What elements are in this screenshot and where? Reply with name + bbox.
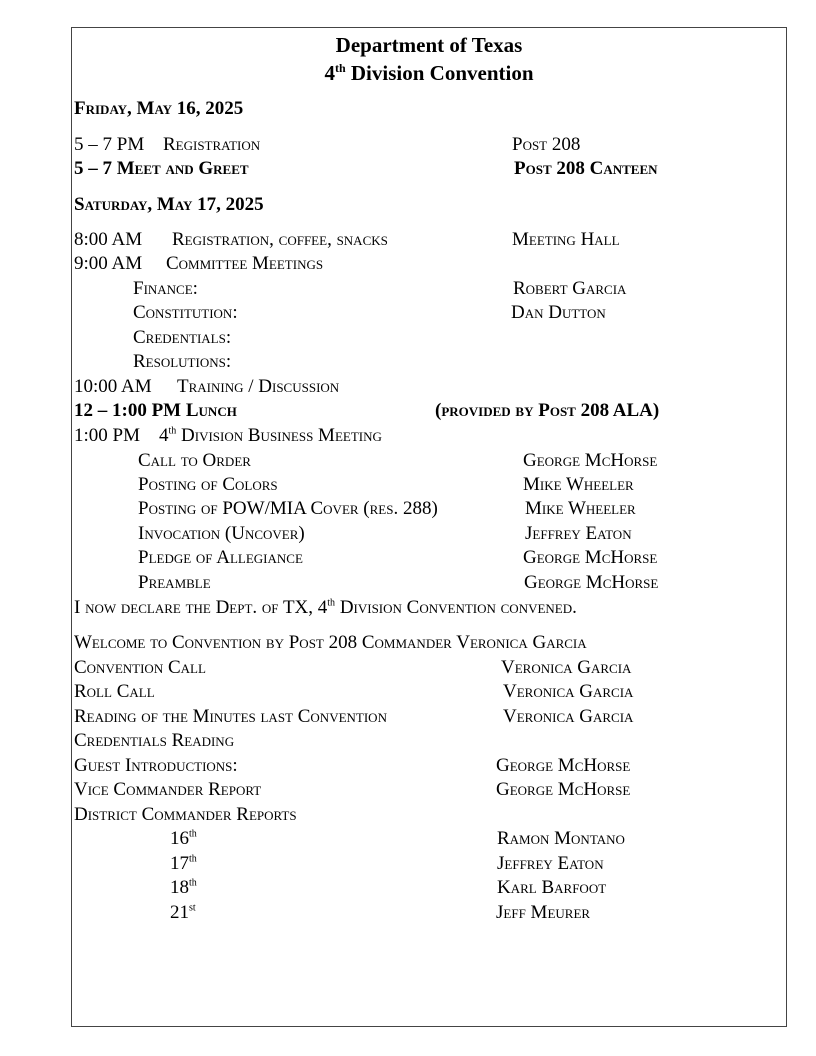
friday-registration-location: Post 208 [512, 134, 581, 155]
agenda-item-label: Posting of Colors [138, 474, 278, 495]
business-text: Division Business Meeting [176, 425, 382, 446]
resolutions-label: Resolutions: [133, 351, 232, 372]
business-number: 4 [159, 425, 169, 446]
committee-label: Committee Meetings [166, 253, 324, 274]
agenda-item-label: Preamble [138, 572, 211, 593]
convention-declaration [74, 597, 577, 619]
district-number: 21st [170, 902, 196, 923]
agenda-item-label: Invocation (Uncover) [138, 523, 305, 544]
saturday-registration-label: Registration, coffee, snacks [172, 229, 388, 250]
business-suffix: th [168, 425, 177, 437]
district-suffix: th [189, 853, 197, 865]
program-item-person: George McHorse [496, 779, 631, 800]
program-item-label: Guest Introductions: [74, 755, 238, 776]
friday-meet-greet: 5 – 7 Meet and Greet [74, 158, 249, 179]
training-label: Training / Discussion [177, 376, 340, 397]
agenda-item-label: Posting of POW/MIA Cover (res. 288) [138, 498, 438, 519]
saturday-registration-time: 8:00 AM [74, 229, 143, 250]
district-commander: Karl Barfoot [497, 877, 607, 898]
agenda-item-person: George McHorse [524, 572, 659, 593]
committee-time: 9:00 AM [74, 253, 143, 274]
agenda-item-person: Mike Wheeler [523, 474, 634, 495]
district-suffix: th [189, 877, 197, 889]
program-item-person: Veronica Garcia [503, 681, 634, 702]
business-meeting-label [159, 425, 382, 447]
friday-registration-label: Registration [163, 134, 261, 155]
program-item-label: Credentials Reading [74, 730, 235, 751]
agenda-item-person: Jeffrey Eaton [525, 523, 632, 544]
finance-label: Finance: [133, 278, 198, 299]
subtitle-number: 4 [324, 61, 335, 85]
agenda-item-label: Call to Order [138, 450, 251, 471]
district-commander: Jeff Meurer [496, 902, 591, 923]
agenda-item-person: George McHorse [523, 547, 658, 568]
friday-meet-greet-location: Post 208 Canteen [514, 158, 658, 179]
constitution-person: Dan Dutton [511, 302, 606, 323]
district-number: 16th [170, 828, 197, 849]
program-item-label: Vice Commander Report [74, 779, 262, 800]
district-suffix: th [189, 828, 197, 840]
subtitle-suffix: th [334, 61, 346, 75]
friday-heading: Friday, May 16, 2025 [74, 98, 244, 119]
business-meeting-time: 1:00 PM [74, 425, 140, 446]
district-suffix: st [189, 902, 196, 914]
program-item-person: Veronica Garcia [503, 706, 634, 727]
document-title: Department of Texas [335, 33, 523, 57]
lunch-line: 12 – 1:00 PM Lunch [74, 400, 237, 421]
program-item-person: Veronica Garcia [501, 657, 632, 678]
finance-person: Robert Garcia [513, 278, 627, 299]
declaration-before: I now declare the Dept. of TX, 4 [74, 597, 328, 618]
lunch-note: (provided by Post 208 ALA) [435, 400, 660, 421]
document-subtitle [71, 61, 787, 85]
credentials-label: Credentials: [133, 327, 232, 348]
saturday-registration-location: Meeting Hall [512, 229, 620, 250]
program-item-label: Convention Call [74, 657, 206, 678]
welcome-line: Welcome to Convention by Post 208 Commander Veronica Garcia [74, 632, 587, 653]
agenda-item-person: George McHorse [523, 450, 658, 471]
friday-registration-time: 5 – 7 PM [74, 134, 145, 155]
district-number: 18th [170, 877, 197, 898]
agenda-item-label: Pledge of Allegiance [138, 547, 303, 568]
saturday-heading: Saturday, May 17, 2025 [74, 194, 264, 215]
declaration-after: Division Convention convened. [335, 597, 577, 618]
agenda-item-person: Mike Wheeler [525, 498, 636, 519]
program-item-person: George McHorse [496, 755, 631, 776]
subtitle-text: Division Convention [345, 61, 534, 85]
program-item-label: Reading of the Minutes last Convention [74, 706, 387, 727]
declaration-suffix: th [327, 597, 336, 609]
district-number: 17th [170, 853, 197, 874]
district-commander: Ramon Montano [497, 828, 625, 849]
program-item-label: District Commander Reports [74, 804, 297, 825]
program-item-label: Roll Call [74, 681, 155, 702]
training-time: 10:00 AM [74, 376, 152, 397]
district-commander: Jeffrey Eaton [497, 853, 604, 874]
constitution-label: Constitution: [133, 302, 238, 323]
